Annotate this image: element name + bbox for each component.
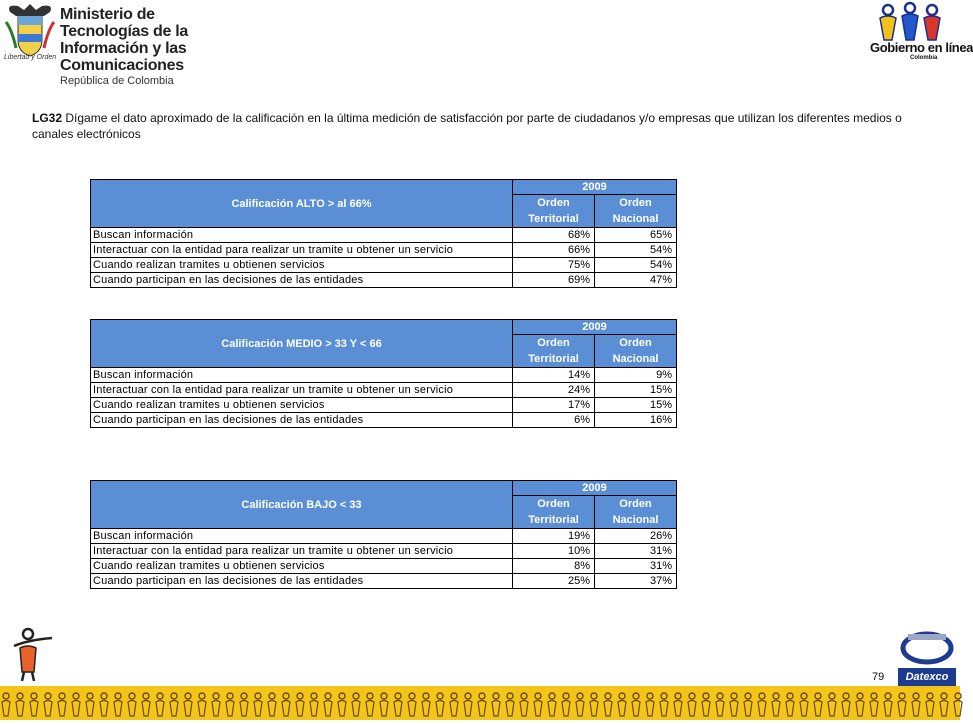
stick-figure-icon: [8, 626, 64, 682]
band-figure: [674, 693, 682, 716]
band-figure: [954, 693, 962, 716]
shield-caption: Libertad y Orden: [4, 54, 57, 61]
band-figure: [58, 693, 66, 716]
table-title: Calificación ALTO > al 66%: [91, 180, 513, 228]
year-header: 2009: [513, 481, 677, 496]
band-figure: [380, 693, 388, 716]
value-nacional: 15%: [595, 383, 677, 398]
band-figure: [688, 693, 696, 716]
table-row: [91, 243, 677, 258]
band-figure: [716, 693, 724, 716]
band-figure: [464, 693, 472, 716]
rating-table-bajo: [90, 480, 677, 589]
row-label: Cuando participan en las decisiones de las entidades: [91, 574, 513, 589]
band-figure: [254, 693, 262, 716]
band-figure: [842, 693, 850, 716]
band-figure: [786, 693, 794, 716]
value-territorial: 68%: [513, 228, 595, 243]
ministry-logo: [4, 2, 244, 87]
value-nacional: 54%: [595, 243, 677, 258]
band-figure: [856, 693, 864, 716]
band-figure: [478, 693, 486, 716]
datexco-label: Datexco: [898, 668, 956, 686]
band-figure: [86, 693, 94, 716]
band-figure: [730, 693, 738, 716]
value-nacional: 9%: [595, 368, 677, 383]
band-figure: [912, 693, 920, 716]
band-figure: [814, 693, 822, 716]
value-territorial: 17%: [513, 398, 595, 413]
figures-pattern-icon: [0, 686, 960, 720]
band-figure: [422, 693, 430, 716]
band-figure: [170, 693, 178, 716]
band-figure: [212, 693, 220, 716]
band-figure: [16, 693, 24, 716]
value-territorial: 25%: [513, 574, 595, 589]
band-figure: [296, 693, 304, 716]
band-figure: [310, 693, 318, 716]
band-figure: [884, 693, 892, 716]
value-territorial: 8%: [513, 559, 595, 574]
row-label: Cuando realizan tramites u obtienen servicios: [91, 258, 513, 273]
band-figure: [562, 693, 570, 716]
band-figure: [702, 693, 710, 716]
table-row: [91, 398, 677, 413]
band-figure: [100, 693, 108, 716]
table-row: [91, 383, 677, 398]
value-nacional: 15%: [595, 398, 677, 413]
band-figure: [870, 693, 878, 716]
people-figures-icon: [868, 2, 952, 42]
gobierno-en-linea-logo: [868, 2, 973, 64]
table-title: Calificación MEDIO > 33 Y < 66: [91, 320, 513, 368]
band-figure: [828, 693, 836, 716]
band-figure: [520, 693, 528, 716]
band-figure: [744, 693, 752, 716]
table-row: [91, 544, 677, 559]
decorative-figures-band: [0, 686, 960, 720]
column-header-nacional: Orden Nacional: [595, 195, 677, 228]
value-territorial: 14%: [513, 368, 595, 383]
band-figure: [366, 693, 374, 716]
datexco-logo: [898, 626, 956, 686]
row-label: Interactuar con la entidad para realizar un tramite u obtener un servicio: [91, 544, 513, 559]
ministry-line-1: Ministerio de Tecnologías de la: [60, 6, 188, 40]
value-nacional: 16%: [595, 413, 677, 428]
band-figure: [408, 693, 416, 716]
band-figure: [114, 693, 122, 716]
table-row: [91, 559, 677, 574]
table-row: [91, 273, 677, 288]
row-label: Interactuar con la entidad para realizar un tramite u obtener un servicio: [91, 383, 513, 398]
row-label: Buscan información: [91, 228, 513, 243]
ministry-line-2: Información y las Comunicaciones: [60, 40, 187, 74]
row-label: Cuando realizan tramites u obtienen servicios: [91, 398, 513, 413]
ministry-title: [60, 6, 244, 87]
band-figure: [338, 693, 346, 716]
band-figure: [240, 693, 248, 716]
column-header-territorial: Orden Territorial: [513, 496, 595, 529]
band-figure: [800, 693, 808, 716]
year-header: 2009: [513, 320, 677, 335]
table-row: [91, 258, 677, 273]
table-title: Calificación BAJO < 33: [91, 481, 513, 529]
value-nacional: 26%: [595, 529, 677, 544]
value-nacional: 37%: [595, 574, 677, 589]
band-figure: [156, 693, 164, 716]
row-label: Cuando participan en las decisiones de las entidades: [91, 413, 513, 428]
value-territorial: 75%: [513, 258, 595, 273]
band-figure: [506, 693, 514, 716]
value-territorial: 66%: [513, 243, 595, 258]
band-figure: [324, 693, 332, 716]
band-figure: [492, 693, 500, 716]
value-territorial: 24%: [513, 383, 595, 398]
band-figure: [436, 693, 444, 716]
table-row: [91, 574, 677, 589]
band-figure: [548, 693, 556, 716]
band-figure: [44, 693, 52, 716]
band-figure: [282, 693, 290, 716]
table-row: [91, 228, 677, 243]
column-header-territorial: Orden Territorial: [513, 195, 595, 228]
band-figure: [226, 693, 234, 716]
value-territorial: 6%: [513, 413, 595, 428]
question-code: LG32: [32, 111, 63, 125]
value-nacional: 47%: [595, 273, 677, 288]
row-label: Buscan información: [91, 368, 513, 383]
question-text: [32, 110, 902, 142]
band-figure: [30, 693, 38, 716]
band-figure: [184, 693, 192, 716]
row-label: Interactuar con la entidad para realizar un tramite u obtener un servicio: [91, 243, 513, 258]
band-figure: [268, 693, 276, 716]
value-territorial: 69%: [513, 273, 595, 288]
coat-of-arms-icon: [4, 2, 56, 62]
band-figure: [604, 693, 612, 716]
band-figure: [926, 693, 934, 716]
value-nacional: 54%: [595, 258, 677, 273]
datexco-swirl-icon: [898, 626, 956, 668]
year-header: 2009: [513, 180, 677, 195]
page-number: 79: [872, 671, 885, 683]
band-figure: [758, 693, 766, 716]
band-figure: [450, 693, 458, 716]
band-figure: [72, 693, 80, 716]
band-figure: [352, 693, 360, 716]
value-nacional: 65%: [595, 228, 677, 243]
column-header-nacional: Orden Nacional: [595, 335, 677, 368]
value-nacional: 31%: [595, 544, 677, 559]
band-figure: [534, 693, 542, 716]
rating-table-medio: [90, 319, 677, 428]
band-figure: [198, 693, 206, 716]
value-territorial: 19%: [513, 529, 595, 544]
value-nacional: 31%: [595, 559, 677, 574]
gobierno-country: Colombia: [910, 55, 938, 61]
band-figure: [772, 693, 780, 716]
ministry-line-3: República de Colombia: [60, 75, 174, 87]
table-row: [91, 529, 677, 544]
band-figure: [2, 693, 10, 716]
band-figure: [128, 693, 136, 716]
row-label: Cuando participan en las decisiones de las entidades: [91, 273, 513, 288]
row-label: Buscan información: [91, 529, 513, 544]
column-header-nacional: Orden Nacional: [595, 496, 677, 529]
column-header-territorial: Orden Territorial: [513, 335, 595, 368]
band-figure: [632, 693, 640, 716]
rating-table-alto: [90, 179, 677, 288]
band-figure: [898, 693, 906, 716]
band-figure: [576, 693, 584, 716]
gobierno-title: Gobierno en línea: [870, 40, 973, 55]
band-figure: [590, 693, 598, 716]
band-figure: [660, 693, 668, 716]
row-label: Cuando realizan tramites u obtienen servicios: [91, 559, 513, 574]
value-territorial: 10%: [513, 544, 595, 559]
band-figure: [618, 693, 626, 716]
band-figure: [646, 693, 654, 716]
band-figure: [940, 693, 948, 716]
table-row: [91, 368, 677, 383]
table-row: [91, 413, 677, 428]
band-figure: [142, 693, 150, 716]
question-body: Dígame el dato aproximado de la calificación en la última medición de satisfacción por parte de ciudadanos y/o empresas que utilizan los diferentes medios o canales electrónicos: [32, 111, 902, 141]
band-figure: [394, 693, 402, 716]
